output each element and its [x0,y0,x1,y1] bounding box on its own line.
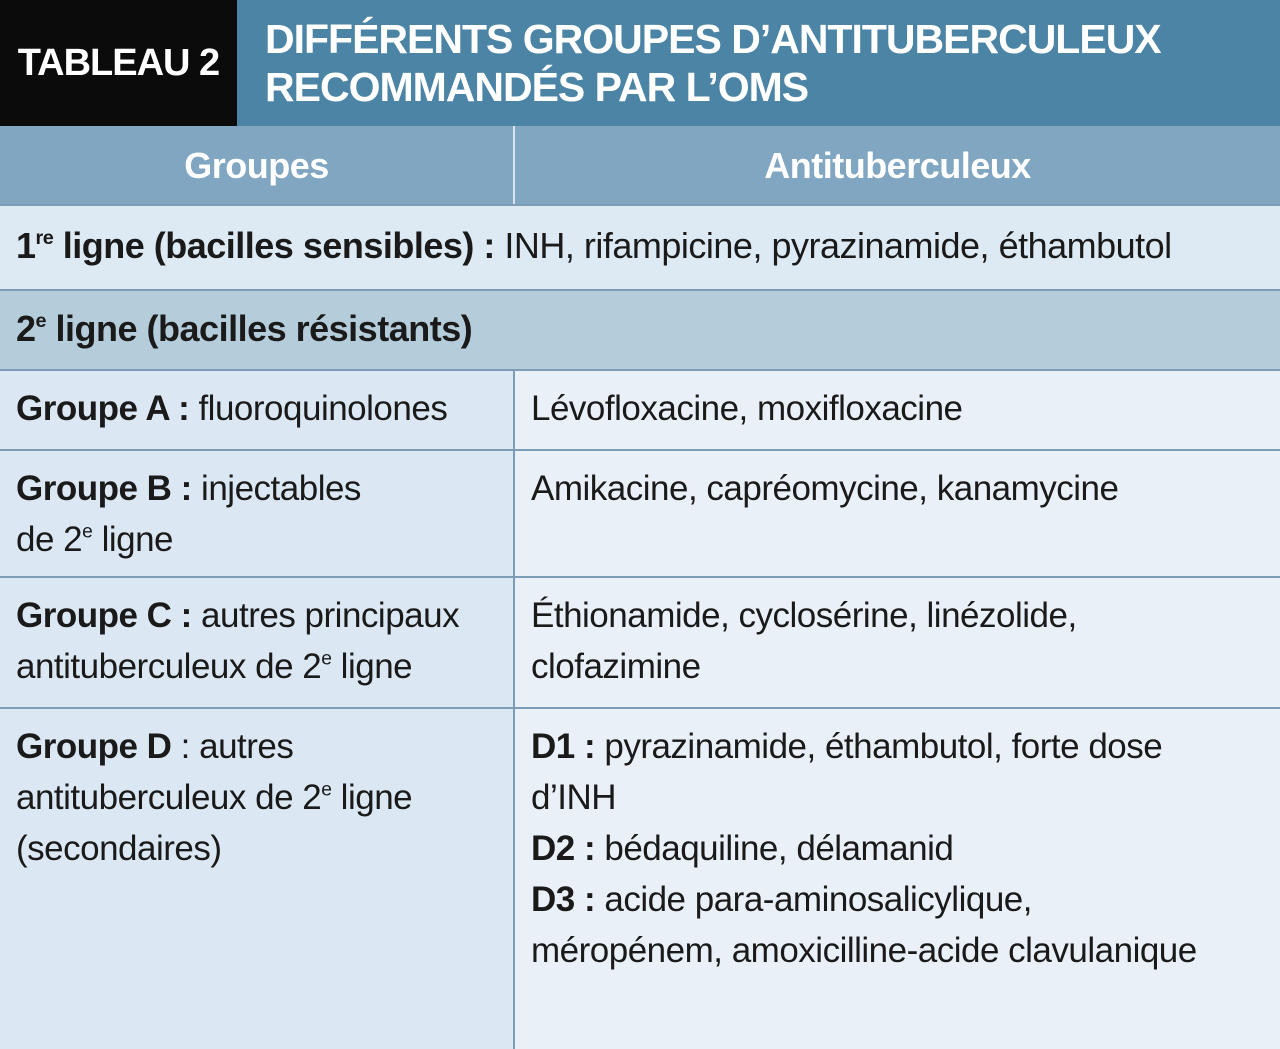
column-header-groupes: Groupes [0,126,515,204]
group-b-label-cell: Groupe B : injectables de 2e ligne [0,451,515,576]
group-d-label-cell: Groupe D : autres antituberculeux de 2e ligne (secondaires) [0,709,515,1049]
group-c-drugs-cell: Éthionamide, cyclosérine, linézolide, clofazimine [515,578,1280,707]
second-line-row [0,291,1280,371]
group-d1-label: D1 : [531,727,596,766]
table-row-group-b [0,451,1280,578]
group-a-desc: fluoroquinolones [189,389,448,428]
column-header-antituberculeux: Antituberculeux [764,144,1031,186]
drug-groups-table [0,126,1280,1049]
group-a-drugs-cell: Lévofloxacine, moxifloxacine [515,371,1280,449]
group-c-name: Groupe C : [16,596,192,635]
table-title-line-2: RECOMMANDÉS PAR L’OMS [265,64,809,110]
first-line-drugs: INH, rifampicine, pyrazinamide, éthambutol [494,225,1172,266]
table-column-header-row [0,126,1280,206]
group-d3-label: D3 : [531,880,596,919]
group-d2-label: D2 : [531,829,596,868]
group-b-name: Groupe B : [16,469,192,508]
group-d-name: Groupe D [16,727,172,766]
group-b-drugs-cell: Amikacine, capréomycine, kanamycine [515,451,1280,576]
group-c-label-cell: Groupe C : autres principaux antituberculeux de 2e ligne [0,578,515,707]
group-a-label-cell [0,371,515,449]
second-line-cell: 2e ligne (bacilles résistants) [16,308,473,349]
table-title [237,0,1280,126]
table-row-group-d [0,709,1280,1049]
first-line-cell [0,206,1280,289]
table-header [0,0,1280,126]
table-number-tag: TABLEAU 2 [0,0,237,126]
table-row-group-c [0,578,1280,709]
group-a-name: Groupe A : [16,389,190,428]
group-d-drugs-cell: D1 : pyrazinamide, éthambutol, forte dose d’INH D2 : bédaquiline, délamanid D3 : acide para-aminosalicylique, méropénem, amoxicilline-acide clavulanique [515,709,1280,1049]
first-line-label: 1re ligne (bacilles sensibles) : [16,225,495,266]
table-title-line-1: DIFFÉRENTS GROUPES D’ANTITUBERCULEUX [265,16,1161,62]
first-line-row [0,206,1280,291]
table-row-group-a [0,371,1280,451]
